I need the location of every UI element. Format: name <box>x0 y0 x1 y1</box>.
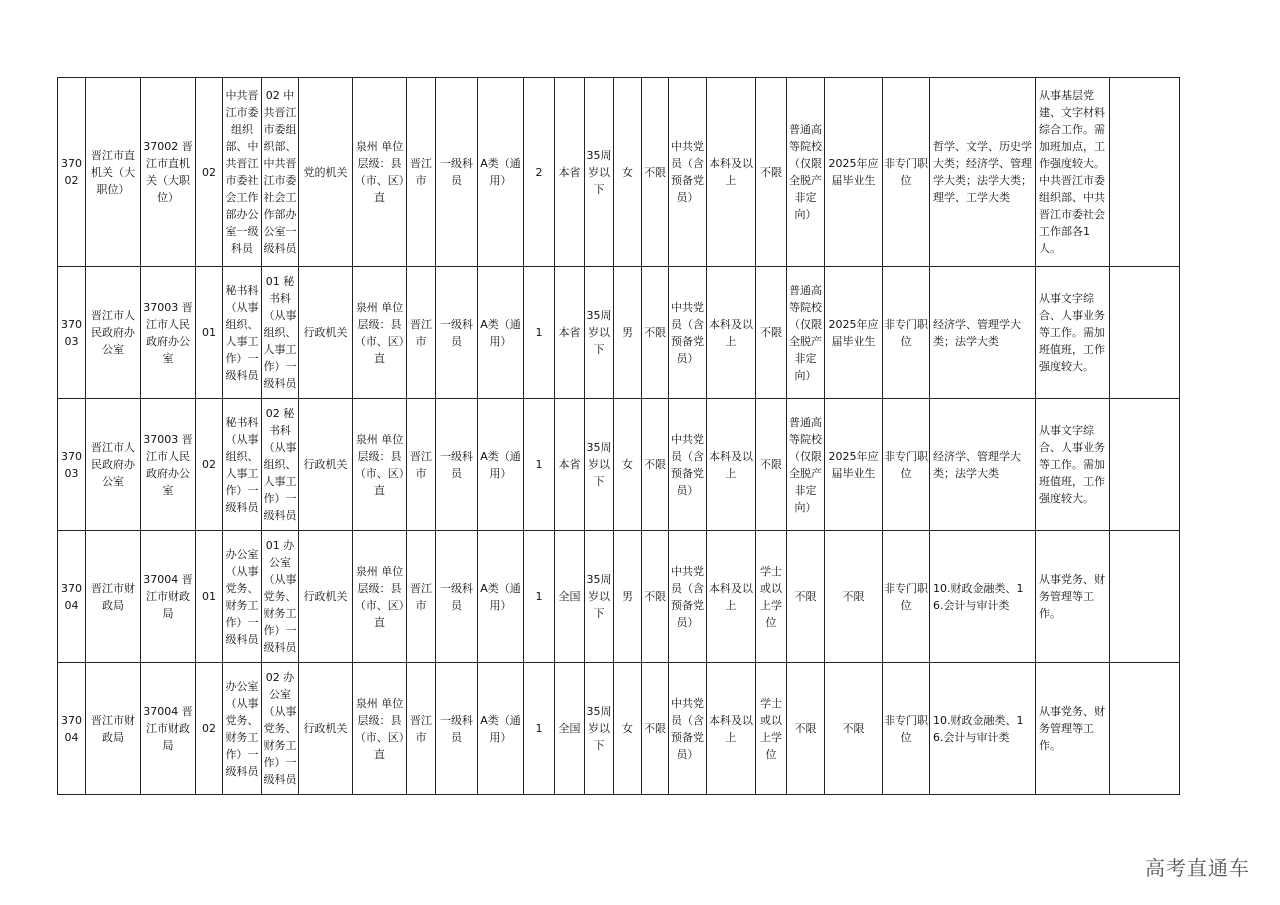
cell-unit: 晋江市财政局 <box>86 663 141 795</box>
cell-politics: 中共党员（含预备党员） <box>669 531 707 663</box>
cell-code: 37002 <box>58 78 86 267</box>
cell-count: 1 <box>524 399 555 531</box>
cell-degree: 学士或以上学位 <box>756 663 787 795</box>
cell-gender: 男 <box>614 267 642 399</box>
cell-notes: 从事党务、财务管理等工作。 <box>1036 663 1110 795</box>
cell-city: 晋江市 <box>407 531 436 663</box>
cell-scope: 全国 <box>555 663 585 795</box>
cell-unit: 晋江市财政局 <box>86 531 141 663</box>
cell-education: 本科及以上 <box>707 78 756 267</box>
cell-education: 本科及以上 <box>707 399 756 531</box>
cell-category: A类（通用） <box>478 267 524 399</box>
cell-dept: 37002 晋江市直机关（大职位） <box>141 78 196 267</box>
cell-city: 晋江市 <box>407 663 436 795</box>
cell-education: 本科及以上 <box>707 267 756 399</box>
cell-gender: 女 <box>614 78 642 267</box>
cell-pos-name: 秘书科（从事组织、人事工作）一级科员 <box>223 267 262 399</box>
cell-politics: 中共党员（含预备党员） <box>669 399 707 531</box>
cell-pos-name2: 02 中共晋江市委组织部、中共晋江市委社会工作部办公室一级科员 <box>262 78 299 267</box>
cell-school: 普通高等院校（仅限全脱产非定向） <box>787 78 825 267</box>
cell-age: 35周岁以下 <box>585 78 614 267</box>
cell-city: 晋江市 <box>407 399 436 531</box>
cell-pos-code: 01 <box>196 267 223 399</box>
cell-dept: 37003 晋江市人民政府办公室 <box>141 267 196 399</box>
cell-politics: 中共党员（含预备党员） <box>669 267 707 399</box>
cell-notes: 从事党务、财务管理等工作。 <box>1036 531 1110 663</box>
cell-graduate: 2025年应届毕业生 <box>825 267 883 399</box>
cell-rank: 一级科员 <box>436 78 478 267</box>
cell-category: A类（通用） <box>478 78 524 267</box>
cell-scope: 本省 <box>555 399 585 531</box>
cell-level: 泉州 单位层级：县（市、区）直 <box>353 399 407 531</box>
cell-school: 不限 <box>787 531 825 663</box>
cell-rank: 一级科员 <box>436 399 478 531</box>
cell-code: 37003 <box>58 399 86 531</box>
cell-gender: 男 <box>614 531 642 663</box>
cell-special: 非专门职位 <box>883 663 930 795</box>
cell-notes: 从事文字综合、人事业务等工作。需加班值班，工作强度较大。 <box>1036 399 1110 531</box>
cell-level: 泉州 单位层级：县（市、区）直 <box>353 78 407 267</box>
cell-school: 普通高等院校（仅限全脱产非定向） <box>787 267 825 399</box>
cell-pos-code: 01 <box>196 531 223 663</box>
cell-unit: 晋江市直机关（大职位） <box>86 78 141 267</box>
cell-pos-code: 02 <box>196 78 223 267</box>
cell-ethnic: 不限 <box>642 78 669 267</box>
cell-education: 本科及以上 <box>707 663 756 795</box>
cell-politics: 中共党员（含预备党员） <box>669 663 707 795</box>
cell-pos-name2: 01 办公室（从事党务、财务工作）一级科员 <box>262 531 299 663</box>
cell-level: 泉州 单位层级：县（市、区）直 <box>353 663 407 795</box>
cell-count: 2 <box>524 78 555 267</box>
cell-notes: 从事文字综合、人事业务等工作。需加班值班，工作强度较大。 <box>1036 267 1110 399</box>
cell-dept: 37004 晋江市财政局 <box>141 663 196 795</box>
cell-code: 37003 <box>58 267 86 399</box>
cell-level: 泉州 单位层级：县（市、区）直 <box>353 267 407 399</box>
cell-count: 1 <box>524 267 555 399</box>
cell-org-type: 行政机关 <box>299 531 353 663</box>
job-positions-table <box>57 77 1180 795</box>
cell-extra <box>1110 663 1180 795</box>
cell-major: 哲学、文学、历史学大类；经济学、管理学大类；法学大类；理学、工学大类 <box>930 78 1036 267</box>
cell-count: 1 <box>524 663 555 795</box>
cell-special: 非专门职位 <box>883 531 930 663</box>
table-row <box>58 399 1180 531</box>
cell-count: 1 <box>524 531 555 663</box>
cell-scope: 本省 <box>555 78 585 267</box>
cell-graduate: 不限 <box>825 663 883 795</box>
cell-category: A类（通用） <box>478 399 524 531</box>
cell-special: 非专门职位 <box>883 399 930 531</box>
cell-education: 本科及以上 <box>707 531 756 663</box>
cell-unit: 晋江市人民政府办公室 <box>86 399 141 531</box>
cell-extra <box>1110 399 1180 531</box>
cell-pos-name2: 02 秘书科（从事组织、人事工作）一级科员 <box>262 399 299 531</box>
cell-degree: 学士或以上学位 <box>756 531 787 663</box>
cell-ethnic: 不限 <box>642 663 669 795</box>
cell-rank: 一级科员 <box>436 267 478 399</box>
cell-major: 经济学、管理学大类；法学大类 <box>930 399 1036 531</box>
cell-major: 经济学、管理学大类；法学大类 <box>930 267 1036 399</box>
cell-notes: 从事基层党建、文字材料综合工作。需加班加点，工作强度较大。中共晋江市委组织部、中共晋江市委社会工作部各1人。 <box>1036 78 1110 267</box>
cell-age: 35周岁以下 <box>585 663 614 795</box>
cell-category: A类（通用） <box>478 663 524 795</box>
cell-pos-name: 办公室（从事党务、财务工作）一级科员 <box>223 663 262 795</box>
cell-degree: 不限 <box>756 399 787 531</box>
table-row <box>58 531 1180 663</box>
cell-school: 不限 <box>787 663 825 795</box>
cell-org-type: 行政机关 <box>299 267 353 399</box>
cell-graduate: 2025年应届毕业生 <box>825 78 883 267</box>
cell-age: 35周岁以下 <box>585 399 614 531</box>
cell-org-type: 行政机关 <box>299 399 353 531</box>
cell-pos-code: 02 <box>196 399 223 531</box>
cell-degree: 不限 <box>756 267 787 399</box>
cell-org-type: 行政机关 <box>299 663 353 795</box>
cell-pos-name: 秘书科（从事组织、人事工作）一级科员 <box>223 399 262 531</box>
cell-pos-name: 中共晋江市委组织部、中共晋江市委社会工作部办公室一级科员 <box>223 78 262 267</box>
cell-scope: 全国 <box>555 531 585 663</box>
cell-graduate: 2025年应届毕业生 <box>825 399 883 531</box>
cell-special: 非专门职位 <box>883 267 930 399</box>
cell-org-type: 党的机关 <box>299 78 353 267</box>
cell-extra <box>1110 267 1180 399</box>
cell-graduate: 不限 <box>825 531 883 663</box>
cell-extra <box>1110 78 1180 267</box>
cell-politics: 中共党员（含预备党员） <box>669 78 707 267</box>
cell-extra <box>1110 531 1180 663</box>
cell-ethnic: 不限 <box>642 399 669 531</box>
cell-major: 10.财政金融类、16.会计与审计类 <box>930 531 1036 663</box>
watermark: 高考直通车 <box>1145 856 1250 880</box>
cell-city: 晋江市 <box>407 78 436 267</box>
cell-gender: 女 <box>614 663 642 795</box>
cell-age: 35周岁以下 <box>585 267 614 399</box>
cell-age: 35周岁以下 <box>585 531 614 663</box>
cell-ethnic: 不限 <box>642 267 669 399</box>
cell-ethnic: 不限 <box>642 531 669 663</box>
cell-pos-name2: 02 办公室（从事党务、财务工作）一级科员 <box>262 663 299 795</box>
cell-dept: 37003 晋江市人民政府办公室 <box>141 399 196 531</box>
table-row <box>58 267 1180 399</box>
cell-special: 非专门职位 <box>883 78 930 267</box>
cell-gender: 女 <box>614 399 642 531</box>
cell-category: A类（通用） <box>478 531 524 663</box>
cell-level: 泉州 单位层级：县（市、区）直 <box>353 531 407 663</box>
table-row <box>58 663 1180 795</box>
cell-scope: 本省 <box>555 267 585 399</box>
cell-code: 37004 <box>58 531 86 663</box>
cell-unit: 晋江市人民政府办公室 <box>86 267 141 399</box>
cell-pos-code: 02 <box>196 663 223 795</box>
cell-degree: 不限 <box>756 78 787 267</box>
cell-pos-name2: 01 秘书科（从事组织、人事工作）一级科员 <box>262 267 299 399</box>
cell-code: 37004 <box>58 663 86 795</box>
cell-major: 10.财政金融类、16.会计与审计类 <box>930 663 1036 795</box>
cell-pos-name: 办公室（从事党务、财务工作）一级科员 <box>223 531 262 663</box>
cell-school: 普通高等院校（仅限全脱产非定向） <box>787 399 825 531</box>
cell-city: 晋江市 <box>407 267 436 399</box>
table-row <box>58 78 1180 267</box>
cell-rank: 一级科员 <box>436 531 478 663</box>
cell-rank: 一级科员 <box>436 663 478 795</box>
cell-dept: 37004 晋江市财政局 <box>141 531 196 663</box>
